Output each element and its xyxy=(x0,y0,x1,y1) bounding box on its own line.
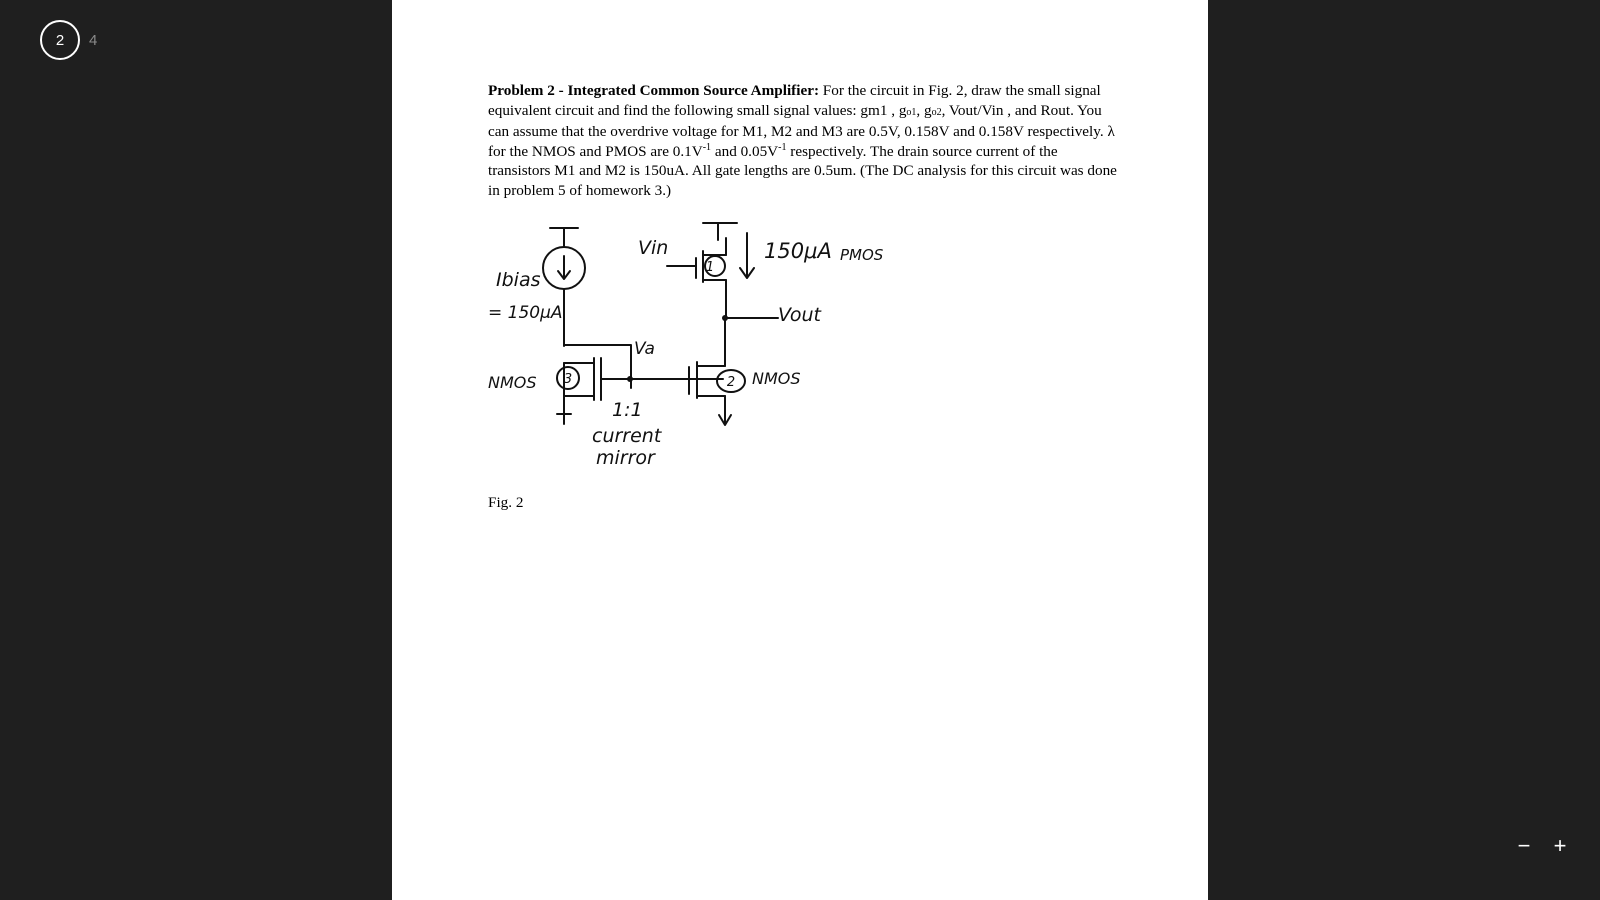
vout-label: Vout xyxy=(778,304,822,326)
va-label: Va xyxy=(634,339,655,359)
figure-caption: Fig. 2 xyxy=(488,494,524,511)
ibias-label: Ibias xyxy=(496,269,541,291)
m2-label: 2 xyxy=(726,375,736,390)
problem-text-4: and 0.05V xyxy=(711,142,779,160)
m2-transistor xyxy=(689,318,745,425)
nmos-label-right: NMOS xyxy=(752,369,801,388)
problem-text-3: , Vout/Vin , and Rout. You can assume that the overdrive voltage for M1, M2 and M3 are 0.5V, 0.158V and 0.158V respectively. λ for the NMOS and PMOS are 0.1V xyxy=(488,101,1115,160)
drain-current-arrow xyxy=(740,233,754,278)
problem-heading-title: Integrated Common Source Amplifier: xyxy=(567,82,819,99)
gate-junction-dot xyxy=(627,376,633,382)
zoom-out-button[interactable]: − xyxy=(1517,833,1531,858)
drain-current-label: 150μA xyxy=(764,239,832,263)
document-page xyxy=(392,0,1208,900)
go1-subscript: o1 xyxy=(906,106,917,118)
ibias-value: = 150μA xyxy=(488,303,563,323)
zoom-in-button[interactable]: + xyxy=(1553,833,1567,858)
va-node-wire xyxy=(564,345,631,388)
pmos-label: PMOS xyxy=(840,246,884,264)
mirror-ratio-label: 1:1 xyxy=(612,399,643,421)
problem-text-1: For the circuit in Fig. 2, draw the small signal equivalent circuit and find the following small signal values: gm1 , g xyxy=(488,82,1101,119)
lambda-nmos-exponent: -1 xyxy=(702,141,712,153)
vin-label: Vin xyxy=(638,237,669,259)
nmos-label-left: NMOS xyxy=(488,373,537,392)
page-indicator xyxy=(40,20,97,60)
m1-label: 1 xyxy=(705,260,715,275)
m3-label: 3 xyxy=(563,372,573,387)
lambda-pmos-exponent: -1 xyxy=(778,141,787,153)
go2-subscript: o2 xyxy=(931,106,942,118)
problem-text-5: respectively. The drain source current of the transistors M1 and M2 is 150uA. All gate lengths are 0.5um. (The DC analysis for this circuit was done in problem 5 of homework 3.) xyxy=(488,142,1117,199)
current-page-badge[interactable]: 2 xyxy=(40,20,80,60)
vout-junction-dot xyxy=(722,315,728,321)
circuit-diagram xyxy=(488,218,908,478)
problem-statement xyxy=(488,81,1118,201)
mirror-label-line1: current xyxy=(592,425,662,447)
problem-heading-number: Problem 2 - xyxy=(488,82,568,99)
problem-text-2: , g xyxy=(916,101,932,119)
zoom-controls xyxy=(1516,833,1568,858)
ibias-current-source xyxy=(543,228,585,346)
total-pages: 4 xyxy=(89,31,98,49)
mirror-label-line2: mirror xyxy=(596,447,655,469)
m1-pmos-transistor xyxy=(667,223,737,318)
